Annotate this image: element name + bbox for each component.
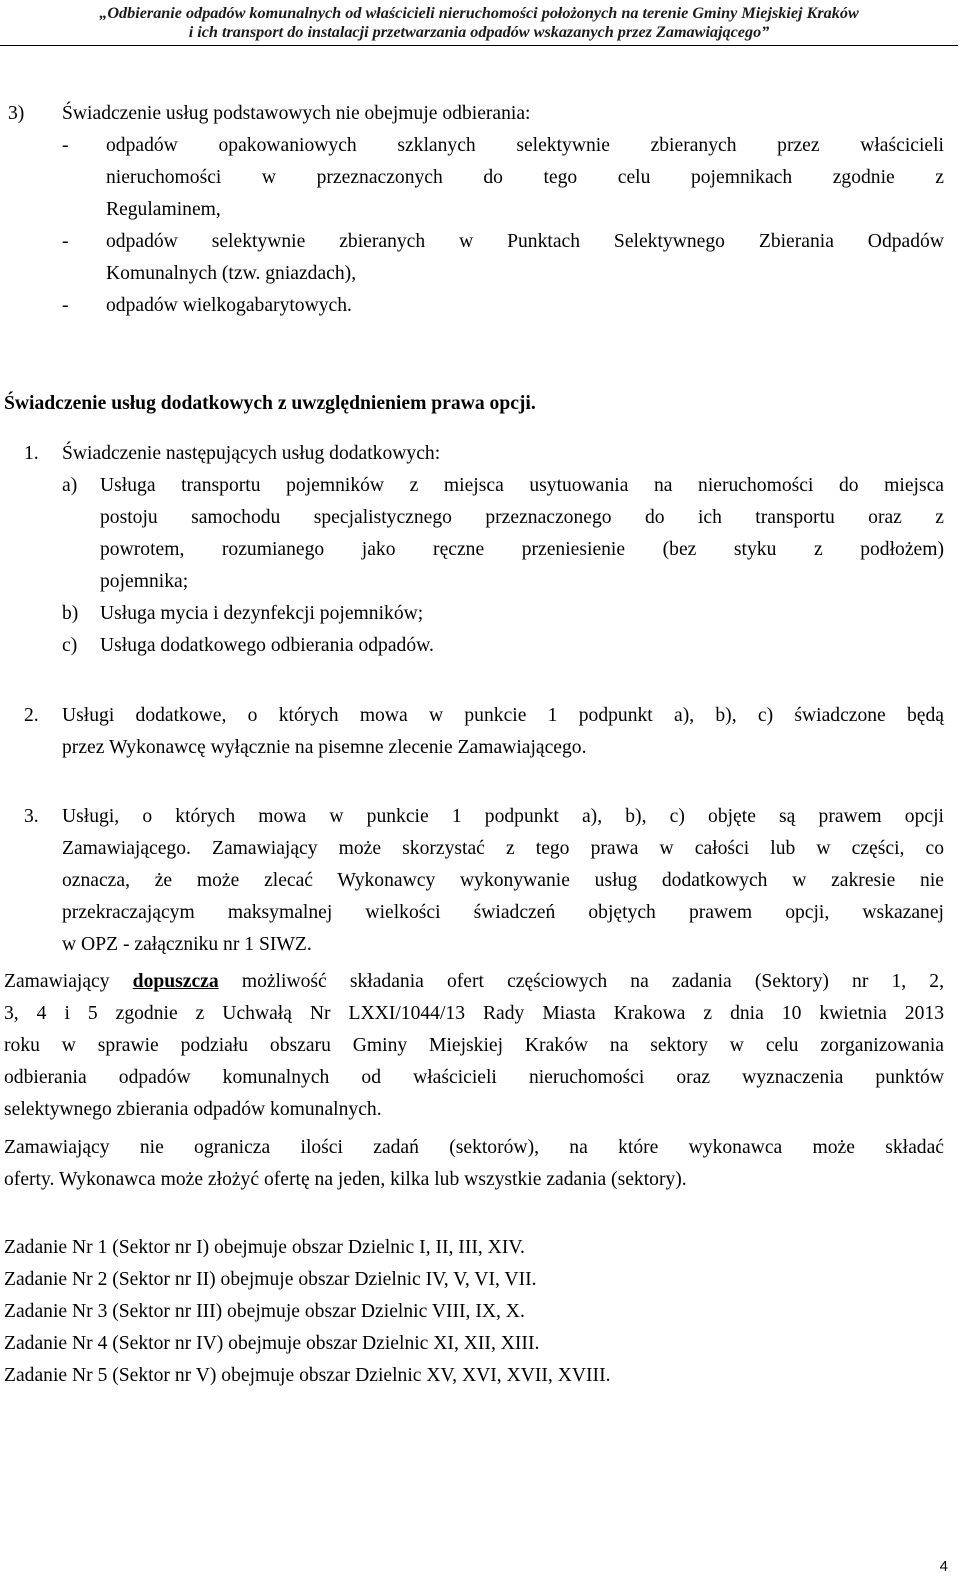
page-header bbox=[0, 4, 958, 46]
list-item: Zadanie Nr 4 (Sektor nr IV) obejmuje obszar Dzielnic XI, XII, XIII. bbox=[4, 1333, 540, 1354]
list-item-line: powrotem, rozumianego jako ręczne przeniesienie (bez styku z podłożem) bbox=[100, 539, 944, 560]
list-item-continuation bbox=[0, 534, 960, 566]
list-item-line: Regulaminem, bbox=[106, 199, 221, 220]
list-dash: - bbox=[62, 231, 69, 252]
list-letter: a) bbox=[62, 475, 78, 496]
paragraph-line: selektywnego zbierania odpadów komunalnych. bbox=[4, 1099, 382, 1120]
paragraph-line: odbierania odpadów komunalnych od właścicieli nieruchomości oraz wyznaczenia punktów bbox=[4, 1067, 944, 1088]
list-item bbox=[0, 598, 960, 630]
list-item-line: Usługa transportu pojemników z miejsca usytuowania na nieruchomości do miejsca bbox=[100, 475, 944, 496]
list-item-continuation bbox=[0, 194, 960, 226]
list-item-line: nieruchomości w przeznaczonych do tego celu pojemnikach zgodnie z bbox=[106, 167, 944, 188]
list-item-continuation bbox=[0, 162, 960, 194]
paragraph-line: Zamawiającego. Zamawiający może skorzystać z tego prawa w całości lub w części, co bbox=[62, 838, 944, 859]
list-item: Zadanie Nr 1 (Sektor nr I) obejmuje obszar Dzielnic I, II, III, XIV. bbox=[4, 1237, 525, 1258]
paragraph-line: oznacza, że może zlecać Wykonawcy wykonywanie usług dodatkowych w zakresie nie bbox=[62, 870, 944, 891]
paragraph-line: oferty. Wykonawca może złożyć ofertę na jeden, kilka lub wszystkie zadania (sektory). bbox=[4, 1169, 687, 1190]
list-number: 2. bbox=[24, 705, 39, 726]
section-intro: Świadczenie następujących usług dodatkowych: bbox=[62, 443, 441, 464]
list-letter: c) bbox=[62, 635, 78, 656]
text-run: możliwość składania ofert częściowych na zadania (Sektory) nr 1, 2, bbox=[241, 971, 944, 992]
list-item-line: odpadów wielkogabarytowych. bbox=[106, 295, 352, 316]
list-dash: - bbox=[62, 135, 69, 156]
list-item-line: postoju samochodu specjalistycznego przeznaczonego do ich transportu oraz z bbox=[100, 507, 944, 528]
paragraph-line: Usługi dodatkowe, o których mowa w punkcie 1 podpunkt a), b), c) świadczone będą bbox=[62, 705, 944, 726]
page-number: 4 bbox=[939, 1558, 948, 1575]
list-item: Zadanie Nr 5 (Sektor nr V) obejmuje obszar Dzielnic XV, XVI, XVII, XVIII. bbox=[4, 1365, 611, 1386]
paragraph-line: Zamawiający nie ogranicza ilości zadań (sektorów), na które wykonawca może składać bbox=[4, 1137, 944, 1158]
list-letter: b) bbox=[62, 603, 79, 624]
list-item-line: Komunalnych (tzw. gniazdach), bbox=[106, 263, 357, 284]
list-item-continuation bbox=[0, 258, 960, 290]
list-item-line: pojemnika; bbox=[100, 571, 189, 592]
list-item bbox=[0, 226, 960, 258]
list-item bbox=[0, 470, 960, 502]
paragraph-line: roku w sprawie podziału obszaru Gminy Miejskiej Kraków na sektory w celu zorganizowania bbox=[4, 1035, 944, 1056]
list-item: Zadanie Nr 2 (Sektor nr II) obejmuje obszar Dzielnic IV, V, VI, VII. bbox=[4, 1269, 537, 1290]
list-item-continuation bbox=[0, 502, 960, 534]
section-additional-point-2 bbox=[0, 700, 960, 764]
paragraph-line: w OPZ - załączniku nr 1 SIWZ. bbox=[62, 934, 312, 955]
list-item-line: Usługa dodatkowego odbierania odpadów. bbox=[100, 635, 434, 656]
paragraph-partial-offers bbox=[0, 966, 960, 1126]
list-item bbox=[0, 630, 960, 662]
header-line-2: i ich transport do instalacji przetwarzania odpadów wskazanych przez Zamawiającego” bbox=[188, 23, 770, 41]
section-additional-point-3 bbox=[0, 801, 960, 961]
list-item-line: odpadów selektywnie zbieranych w Punktach Selektywnego Zbierania Odpadów bbox=[106, 231, 944, 252]
section-additional-services-list bbox=[0, 438, 960, 662]
paragraph-line: Usługi, o których mowa w punkcie 1 podpunkt a), b), c) objęte są prawem opcji bbox=[62, 806, 944, 827]
list-item-continuation bbox=[0, 566, 960, 598]
list-item-line: odpadów opakowaniowych szklanych selektywnie zbieranych przez właścicieli bbox=[106, 135, 944, 156]
list-dash: - bbox=[62, 295, 69, 316]
paragraph-line bbox=[4, 966, 944, 998]
section-basic-services-exclusions bbox=[0, 98, 960, 322]
emphasis-allows: dopuszcza bbox=[132, 971, 219, 992]
list-number: 1. bbox=[24, 443, 39, 464]
header-line-1: „Odbieranie odpadów komunalnych od właścicieli nieruchomości położonych na terenie Gminy Miejskiej Kraków bbox=[99, 4, 859, 22]
list-item bbox=[0, 130, 960, 162]
section-intro: Świadczenie usług podstawowych nie obejmuje odbierania: bbox=[62, 103, 531, 124]
list-number: 3. bbox=[24, 806, 39, 827]
list-item-line: Usługa mycia i dezynfekcji pojemników; bbox=[100, 603, 424, 624]
section-heading-additional-services bbox=[0, 388, 960, 420]
tasks-list bbox=[4, 1232, 956, 1392]
list-item bbox=[0, 290, 960, 322]
list-number: 3) bbox=[8, 103, 25, 124]
list-item: Zadanie Nr 3 (Sektor nr III) obejmuje obszar Dzielnic VIII, IX, X. bbox=[4, 1301, 525, 1322]
section-heading: Świadczenie usług dodatkowych z uwzględnieniem prawa opcji. bbox=[4, 393, 536, 414]
text-run: Zamawiający bbox=[4, 971, 110, 992]
paragraph-line: przekraczającym maksymalnej wielkości świadczeń objętych prawem opcji, wskazanej bbox=[62, 902, 944, 923]
paragraph-no-limit bbox=[0, 1132, 960, 1196]
paragraph-line: przez Wykonawcę wyłącznie na pisemne zlecenie Zamawiającego. bbox=[62, 737, 587, 758]
paragraph-line: 3, 4 i 5 zgodnie z Uchwałą Nr LXXI/1044/13 Rady Miasta Krakowa z dnia 10 kwietnia 2013 bbox=[4, 1003, 944, 1024]
